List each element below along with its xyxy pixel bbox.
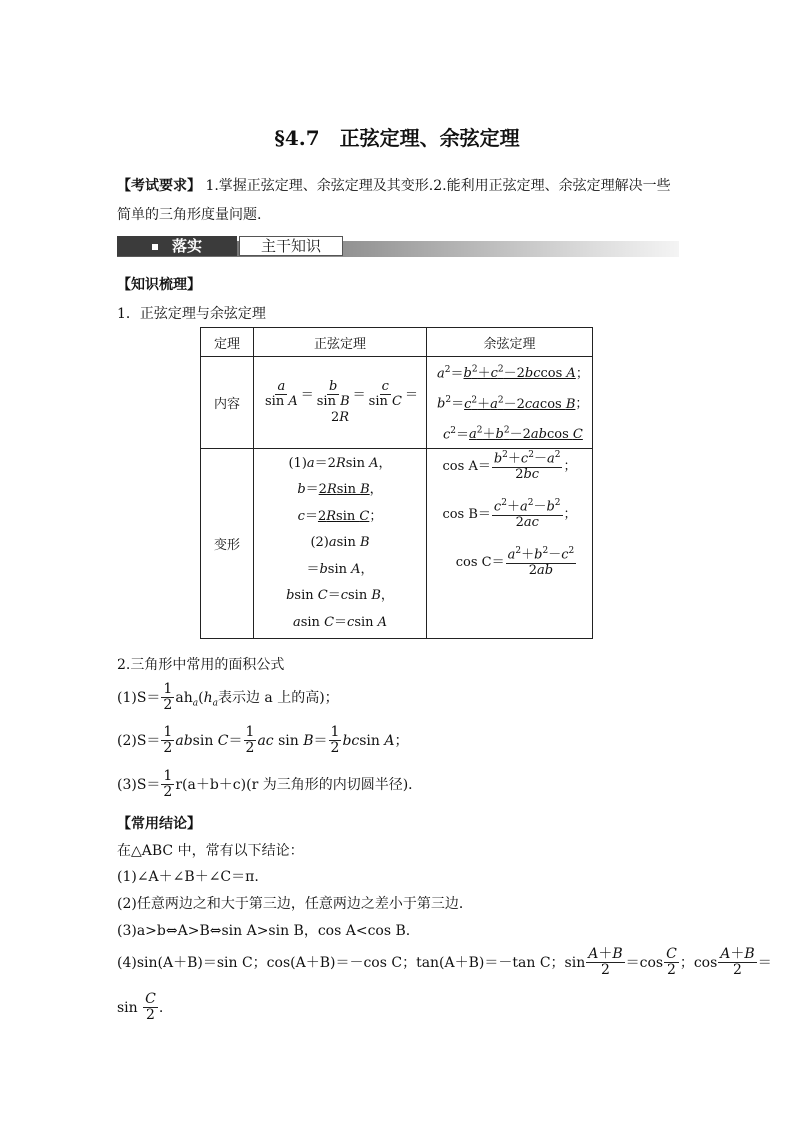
conclusion-intro: 在△ABC 中，常有以下结论： (117, 843, 304, 859)
theorem-table (200, 327, 593, 639)
area-formula-1: (1)S＝ $\frac{1}{2}$ $ah_a(h_a$表示边 a 上的高)； (117, 681, 339, 714)
conclusion-3: (3)a>b⇔A>B⇔sin A>sin B，cos A<cos B. (117, 923, 411, 939)
conclusion-4: (4)sin(A＋B)＝sin C；cos(A＋B)＝－cos C；tan(A＋B)＝－tan C；sin $\frac{A+B}{2}$ ＝cos $\frac{C}{2}$ ；cos $\frac{A+B}{2}$ ＝ (117, 946, 772, 979)
area-formula-3: (3)S＝ $\frac{1}{2}$ r(a＋b＋c)(r 为三角形的内切圆半径)． (117, 768, 423, 801)
square-bullet-icon (152, 244, 158, 250)
conclusion-4-tail: sin $\frac{C}{2}$ . (117, 991, 164, 1024)
requirements-text: 1.掌握正弦定理、余弦定理及其变形.2.能利用正弦定理、余弦定理解决一些简单的三角形度量问题. (117, 178, 671, 223)
requirements-tag: 【考试要求】 (117, 178, 201, 194)
area-formula-2: (2)S＝ $\frac{1}{2}$ absin C＝ $\frac{1}{2}$ ac sin B＝ $\frac{1}{2}$ bcsin A； (117, 724, 409, 757)
banner-light-label: 主干知识 (239, 236, 343, 256)
sine-law-cell: $\frac{a}{\text{sin A}}$ ＝ $\frac{b}{\text{sin B}}$ ＝ $\frac{c}{\text{sin C}}$ ＝2R (254, 357, 427, 449)
page-title: §4.7 正弦定理、余弦定理 (274, 126, 520, 150)
conclusion-1: (1)∠A＋∠B＋∠C＝π. (117, 869, 259, 885)
row-variant-label: 变形 (201, 448, 254, 638)
header-theorem: 定理 (201, 328, 254, 357)
common-heading: 【常用结论】 (117, 816, 201, 832)
cosine-variant-cell: cos A＝ $\frac{b^2+c^2-a^2}{2bc}$ ； cos B＝ $\frac{c^2+a^2-b^2}{2ac}$ ； cos C＝ $\frac{a^2+b^2-c^2}{2ab}$ (427, 448, 593, 638)
banner-dark-label: 落实 (117, 236, 237, 256)
exam-requirements (117, 172, 679, 230)
cosine-law-cell: $a^2=b^2+c^2-2bccos$ A； $b^2=c^2+a^2-2cacos$ B； $c^2=a^2+b^2-2abcos$ C (427, 357, 593, 449)
row-content-label: 内容 (201, 357, 254, 449)
sine-variant-cell: (1)a＝2Rsin A， b＝2Rsin B， c＝2Rsin C； (2)asin B ＝bsin A， bsin C＝csin B， asin C＝csin A (254, 448, 427, 638)
conclusion-2: (2)任意两边之和大于第三边，任意两边之差小于第三边． (117, 896, 473, 912)
header-sine: 正弦定理 (254, 328, 427, 357)
section-banner (117, 236, 679, 258)
item1-heading: 1．正弦定理与余弦定理 (117, 306, 266, 322)
header-cosine: 余弦定理 (427, 328, 593, 357)
knowledge-heading: 【知识梳理】 (117, 277, 201, 293)
item2-heading: 2.三角形中常用的面积公式 (117, 657, 285, 673)
